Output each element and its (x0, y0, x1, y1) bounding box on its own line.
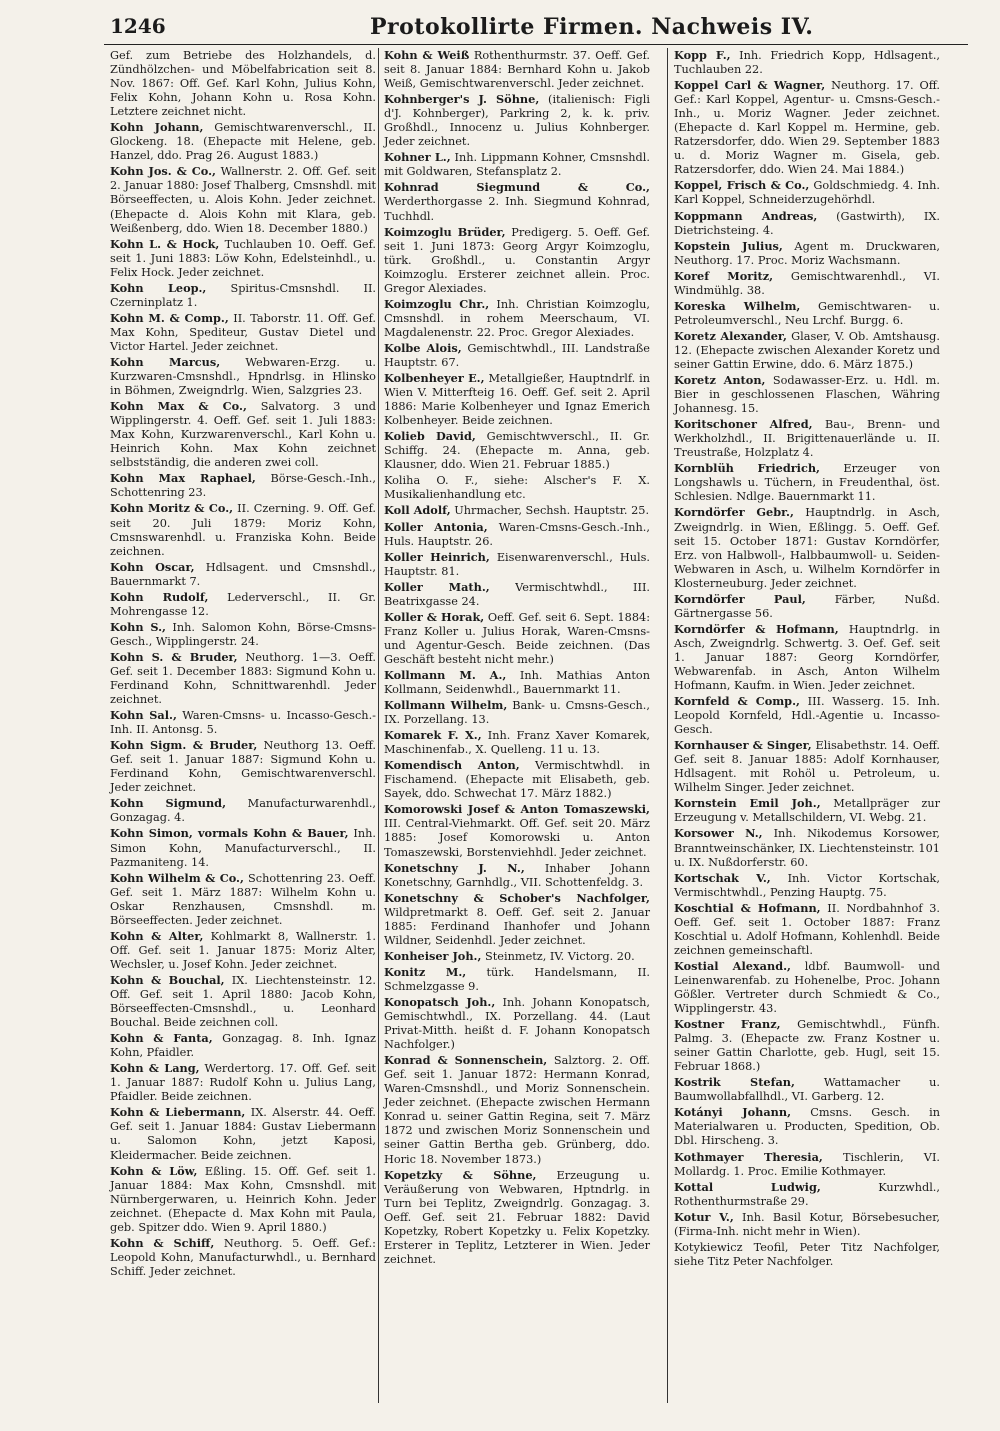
firm-details: Vermischtwhdl., III. Beatrixgasse 24. (384, 580, 651, 608)
firm-name: Koll Adolf, (384, 503, 451, 518)
firm-name: Kohnrad Siegmund & Co., (384, 180, 650, 195)
firm-name: Koppel Carl & Wagner, (674, 78, 826, 93)
firm-details: Erzeugung u. Veräußerung von Webwaren, Hptndrlg. in Turn bei Teplitz, Zweigndrlg. Gonzagag. 3. Oeff. Gef. seit 21. Februar 1882: David Kopetzky, Robert Kopetzky u. Felix Kopetzky. Ersterer in Teplitz, Letzterer in Wien. Jeder zeichnet. (384, 1168, 650, 1266)
firm-entry (110, 1164, 376, 1235)
firm-entry (110, 471, 376, 500)
firm-name: Koppel, Frisch & Co., (674, 178, 810, 193)
firm-name: Koimzoglu Brüder, (384, 224, 506, 239)
firm-entry (110, 311, 376, 354)
firm-details: Webwaren-Erzg. u. Kurzwaren-Cmsnshdl., Hpndrlsg. in Hlinsko in Böhmen, Zweigndrlg. Wien, Salzgries 23. (110, 355, 376, 398)
firm-details: Bank- u. Cmsns-Gesch., IX. Porzellang. 13. (384, 699, 650, 727)
firm-name: Konrad & Sonnenschein, (384, 1053, 548, 1068)
firm-name: Kohn S., (110, 619, 166, 634)
firm-entry (674, 417, 940, 460)
firm-name: Kollmann Wilhelm, (384, 698, 508, 713)
firm-details: Eisenwarenverschl., Huls. Hauptstr. 81. (384, 550, 650, 578)
column-separator (378, 48, 379, 1403)
firm-details: Salvatorg. 3 und Wipplingerstr. 4. Oeff. Gef. seit 1. Juli 1883: Max Kohn, Kurzwarenverschl., Karl Kohn u. Heinrich Kohn. Max Kohn zeichnet selbstständig, die anderen zwei coll. (110, 400, 377, 470)
firm-entry (674, 1075, 940, 1104)
firm-details: Börse-Gesch.-Inh., Schottenring 23. (110, 472, 376, 500)
firm-entry (110, 48, 376, 119)
firm-name: Korndörfer Paul, (674, 591, 806, 606)
firm-name: Kollmann M. A., (384, 667, 507, 682)
firm-details: Metallpräger zur Erzeugung v. Metallschildern, VI. Webg. 21. (674, 797, 940, 825)
firm-details: Gef. zum Betriebe des Holzhandels, d. Zündhölzchen- und Möbelfabrication seit 8. Nov. 1867: Off. Gef. Karl Kohn, Julius Kohn, Felix Kohn, Johann Kohn u. Rosa Kohn. Letztere zeichnet nicht. (110, 49, 376, 119)
firm-name: Kohn Marcus, (110, 354, 221, 369)
firm-entry (674, 269, 940, 298)
firm-details: Erzeuger von Longshawls u. Tüchern, in Freudenthal, öst. Schlesien. Ndlge. Bauernmarkt 11. (674, 462, 940, 504)
firm-entry (674, 592, 940, 621)
firm-name: Kohn M. & Comp., (110, 310, 229, 325)
firm-details: Metallgießer, Hauptndrlf. in Wien V. Mitterfteig 16. Oeff. Gef. seit 2. April 1886: Marie Kolbenheyer und Ignaz Emerich Kolbenheyer. Beide zeichnen. (384, 372, 651, 428)
firm-details: Kohlmarkt 8, Wallnerstr. 1. Off. Gef. seit 1. Januar 1875: Moriz Alter, Wechsler, u. Josef Kohn. Jeder zeichnet. (110, 929, 376, 971)
firm-name: Kohn Sal., (110, 708, 177, 723)
firm-entry (674, 1017, 940, 1074)
firm-entry (384, 610, 650, 667)
firm-name: Kopstein Julius, (674, 238, 783, 253)
firm-entry (384, 1168, 650, 1267)
firm-entry (384, 297, 650, 340)
firm-details: Eßling. 15. Off. Gef. seit 1. Januar 1884: Max Kohn, Cmsnshdl. mit Nürnbergerwaren, u. Heinrich Kohn. Jeder zeichnet. (Ehepacte d. Max Kohn mit Paula, geb. Spitzer ddo. Wien 9. April 1880.) (110, 1164, 377, 1234)
firm-entry (384, 949, 650, 964)
firm-entry (674, 738, 940, 795)
firm-details: Cmsns. Gesch. in Materialwaren u. Producten, Spedition, Ob. Dbl. Hirscheng. 3. (674, 1106, 941, 1148)
firm-details: III. Wasserg. 15. Inh. Leopold Kornfeld, Hdl.-Agentie u. Incasso-Gesch. (674, 695, 940, 737)
firm-name: Koretz Anton, (674, 373, 766, 388)
firm-details: Goldschmiedg. 4. Inh. Karl Koppel, Schneiderzugehörhdl. (674, 179, 940, 207)
firm-name: Kohn Oscar, (110, 559, 195, 574)
firm-entry (674, 1180, 940, 1209)
firm-details: Bau-, Brenn- und Werkholzhdl., II. Brigittenauerlände u. II. Treustraße, Holzplatz 4. (674, 418, 940, 460)
firm-details: Uhrmacher, Sechsh. Hauptstr. 25. (454, 504, 650, 518)
firm-entry (110, 120, 376, 163)
firm-name: Kohn Jos. & Co., (110, 164, 216, 179)
firm-name: Koritschoner Alfred, (674, 417, 813, 432)
firm-entry (384, 473, 650, 502)
firm-details: Werderthorgasse 2. Inh. Siegmund Kohnrad, Tuchhdl. (384, 195, 650, 223)
firm-entry (384, 758, 650, 801)
column-left (110, 48, 376, 1280)
firm-details: Gemischtwhdl., Fünfh. Palmg. 3. (Ehepacte zw. Franz Kostner u. seiner Gattin Charlotte, geb. Hugl, seit 15. Februar 1868.) (674, 1018, 941, 1074)
firm-details: IX. Liechtensteinstr. 12. Off. Gef. seit 1. April 1880: Jacob Kohn, Börseeffecten-Cmsnshdl., u. Leonhard Bouchal. Beide zeichnen coll. (110, 973, 376, 1030)
firm-entry (384, 48, 650, 91)
firm-entry (110, 871, 376, 928)
firm-entry (674, 1150, 940, 1179)
firm-name: Kornblüh Friedrich, (674, 461, 820, 476)
firm-entry (674, 694, 940, 737)
firm-entry (110, 708, 376, 737)
firm-name: Kohn Simon, vormals Kohn & Bauer, (110, 826, 349, 841)
firm-name: Kolbenheyer E., (384, 371, 485, 386)
firm-details: Inhaber Johann Konetschny, Garnhdlg., VII. Schottenfeldg. 3. (384, 861, 650, 889)
firm-name: Konetschny J. N., (384, 860, 525, 875)
page-title: Protokollirte Firmen. Nachweis IV. (370, 14, 814, 40)
firm-entry (384, 668, 650, 697)
firm-details: Kurzwhdl., Rothenthurmstraße 29. (674, 1180, 940, 1208)
firm-entry (674, 505, 940, 590)
firm-details: Neuthorg. 17. Off. Gef.: Karl Koppel, Agentur- u. Cmsns-Gesch.-Inh., u. Moriz Wagner. Jeder zeichnet. (Ehepacte d. Karl Koppel m. Hermine, geb. Ratzersdorfer, ddo. Wien 29. September 1883 u. d. Moriz Wagner m. Gisela, geb. Ratzersdorfer, ddo. Wien 24. Mai 1884.) (674, 79, 941, 177)
firm-name: Koschtial & Hofmann, (674, 900, 821, 915)
firm-entry (384, 503, 650, 518)
firm-name: Kolbe Alois, (384, 340, 462, 355)
firm-details: Gemischtwverschl., II. Gr. Schiffg. 24. (Ehepacte m. Anna, geb. Klausner, ddo. Wien 21. Februar 1885.) (384, 430, 651, 472)
firm-name: Kotányi Johann, (674, 1105, 792, 1120)
firm-details: IX. Alserstr. 44. Oeff. Gef. seit 1. Januar 1884: Gustav Liebermann u. Salomon Kohn, jetzt Kaposi, Kleidermacher. Beide zeichnen. (110, 1106, 376, 1162)
firm-entry (384, 180, 650, 223)
firm-entry (674, 826, 940, 869)
firm-entry (674, 901, 940, 958)
firm-entry (674, 959, 940, 1016)
firm-name: Konheiser Joh., (384, 948, 482, 963)
firm-details: II. Taborstr. 11. Off. Gef. Max Kohn, Spediteur, Gustav Dietel und Victor Hartel. Jeder zeichnet. (110, 311, 376, 353)
firm-details: Lederverschl., II. Gr. Mohrengasse 12. (110, 590, 377, 618)
firm-name: Kohn Rudolf, (110, 589, 209, 604)
firm-details: Inh. Christian Koimzoglu, Cmsnshdl. in rohem Meerschaum, VI. Magdalenenstr. 22. Proc. Gregor Alexiades. (384, 297, 650, 339)
firm-name: Koller Math., (384, 579, 490, 594)
firm-name: Kohn & Bouchal, (110, 972, 225, 987)
firm-name: Kohn Leop., (110, 280, 207, 295)
firm-name: Kohn Moritz & Co., (110, 501, 234, 516)
firm-name: Kohnberger's J. Söhne, (384, 92, 540, 107)
firm-name: Konopatsch Joh., (384, 995, 496, 1009)
firm-entry (674, 622, 940, 693)
firm-details: II. Nordbahnhof 3. Oeff. Gef. seit 1. October 1887: Franz Koschtial u. Adolf Hofmann, Kohlenhdl. Beide zeichnen gemeinschaftl. (674, 901, 941, 957)
firm-name: Kohn Wilhelm & Co., (110, 870, 244, 885)
firm-name: Koller Heinrich, (384, 549, 490, 564)
firm-entry (674, 796, 940, 825)
firm-entry (384, 861, 650, 890)
firm-name: Korndörfer & Hofmann, (674, 621, 839, 636)
firm-name: Koppmann Andreas, (674, 208, 818, 223)
firm-details: Sodawasser-Erz. u. Hdl. m. Bier in geschlossenen Flaschen, Währing Johannesg. 15. (674, 374, 940, 416)
firm-details: (Gastwirth), IX. Dietrichsteing. 4. (674, 209, 941, 237)
firm-details: Inh. Simon Kohn, Manufacturverschl., II. Pazmaniteng. 14. (110, 827, 376, 869)
firm-details: Gemischtwhdl., III. Landstraße Hauptstr. 67. (384, 341, 650, 369)
firm-name: Kohn & Weiß (384, 48, 470, 62)
firm-details: III. Central-Viehmarkt. Off. Gef. seit 20. März 1885: Josef Komorowski u. Anton Tomaszewski, Borstenviehhdl. Jeder zeichnet. (384, 817, 650, 859)
firm-entry (674, 1240, 940, 1269)
firm-name: Komendisch Anton, (384, 758, 520, 773)
firm-name: Kohn Max Raphael, (110, 471, 256, 486)
firm-entry (110, 973, 376, 1030)
firm-name: Kohn & Schiff, (110, 1235, 215, 1250)
firm-name: Korsower N., (674, 826, 763, 841)
firm-details: Rothenthurmstr. 37. Oeff. Gef. seit 8. Januar 1884: Bernhard Kohn u. Jakob Weiß, Gemischtwarenverschl. Jeder zeichnet. (384, 49, 650, 91)
firm-details: Wattamacher u. Baumwollabfallhdl., VI. Garberg. 12. (674, 1076, 941, 1104)
firm-entry (384, 341, 650, 370)
firm-entry (110, 164, 376, 235)
header-rule (104, 44, 968, 45)
page-number: 1246 (110, 14, 166, 38)
firm-name: Kornhauser & Singer, (674, 738, 812, 753)
firm-details: Inh. Franz Xaver Komarek, Maschinenfab., X. Quelleng. 11 u. 13. (384, 729, 650, 757)
firm-entry (110, 1105, 376, 1162)
firm-name: Kohn & Alter, (110, 928, 204, 943)
firm-details: Elisabethstr. 14. Oeff. Gef. seit 8. Januar 1885: Adolf Kornhauser, Hdlsagent. mit Rohöl u. Petroleum, u. Wilhelm Singer. Jeder zeichnet. (674, 739, 940, 795)
firm-entry (384, 965, 650, 994)
firm-name: Kostrik Stefan, (674, 1075, 795, 1090)
firm-name: Kohn S. & Bruder, (110, 649, 238, 664)
firm-entry (110, 650, 376, 707)
firm-entry (384, 802, 650, 859)
firm-entry (674, 871, 940, 900)
firm-entry (110, 560, 376, 589)
firm-name: Kohn Max & Co., (110, 399, 247, 414)
firm-details: Inh. Friedrich Kopp, Hdlsagent., Tuchlauben 22. (674, 49, 940, 77)
column-right (674, 48, 940, 1270)
firm-entry (110, 501, 376, 558)
firm-details: Wildpretmarkt 8. Oeff. Gef. seit 2. Januar 1885: Ferdinand Ihanhofer und Johann Wildner, Seidenhdl. Jeder zeichnet. (384, 905, 650, 947)
firm-details: türk. Handelsmann, II. Schmelzgasse 9. (384, 965, 650, 993)
firm-details: Färber, Nußd. Gärtnergasse 56. (674, 592, 940, 620)
firm-entry (384, 891, 650, 948)
firm-entry (110, 929, 376, 972)
firm-entry (674, 1105, 940, 1148)
firm-name: Konitz M., (384, 964, 467, 979)
firm-name: Kotur V., (674, 1209, 734, 1224)
firm-details: Manufacturwarenhdl., Gonzagag. 4. (110, 797, 377, 825)
firm-name: Koller Antonia, (384, 519, 488, 534)
firm-name: Kohn & Liebermann, (110, 1105, 246, 1120)
firm-details: (italienisch: Figli d'J. Kohnberger), Parkring 2, k. k. priv. Großhdl., Innocenz u. Julius Kohnberger. Jeder zeichnet. (384, 93, 650, 149)
firm-name: Kohn & Lang, (110, 1061, 200, 1076)
firm-name: Komorowski Josef & Anton Tomaszewski, (384, 802, 650, 817)
firm-entry (384, 995, 650, 1052)
firm-entry (384, 371, 650, 428)
firm-entry (674, 1210, 940, 1239)
firm-details: ldbf. Baumwoll- und Leinenwarenfab. zu Hohenelbe, Proc. Johann Gößler. Vertreter durch Schmiedt & Co., Wipplingerstr. 43. (674, 959, 941, 1016)
firm-name: Kohn & Löw, (110, 1163, 198, 1178)
firm-name: Komarek F. X., (384, 728, 482, 743)
firm-details: Tuchlauben 10. Oeff. Gef. seit 1. Juni 1883: Löw Kohn, Edelsteinhdl., u. Felix Hock. Jeder zeichnet. (110, 237, 376, 279)
firm-entry (384, 698, 650, 727)
firm-entry (110, 738, 376, 795)
firm-details: Inh. Basil Kotur, Börsebesucher, (Firma-Inh. nicht mehr in Wien). (674, 1210, 940, 1238)
firm-entry (674, 209, 940, 238)
firm-details: Schottenring 23. Oeff. Gef. seit 1. März 1887: Wilhelm Kohn u. Oskar Renzhausen, Cmsnshdl. m. Börseeffecten. Jeder zeichnet. (110, 871, 377, 927)
firm-entry (674, 178, 940, 207)
firm-entry (110, 1061, 376, 1104)
firm-entry (384, 550, 650, 579)
firm-name: Kohn Sigm. & Bruder, (110, 738, 258, 753)
firm-entry (674, 48, 940, 77)
firm-details: Neuthorg. 5. Oeff. Gef.: Leopold Kohn, Manufacturwhdl., u. Bernhard Schiff. Jeder zeichnet. (110, 1236, 376, 1278)
firm-name: Kothmayer Theresia, (674, 1149, 823, 1164)
firm-name: Kornstein Emil Joh., (674, 796, 821, 811)
firm-details: Gemischtwarenhdl., VI. Windmühlg. 38. (674, 269, 940, 297)
firm-entry (384, 728, 650, 757)
firm-entry (110, 1236, 376, 1279)
firm-name: Kohn & Fanta, (110, 1031, 213, 1046)
firm-entry (384, 580, 650, 609)
firm-name: Kostial Alexand., (674, 958, 791, 973)
firm-details: Vermischtwhdl. in Fischamend. (Ehepacte mit Elisabeth, geb. Sayek, ddo. Schwechat 17. März 1882.) (384, 759, 650, 801)
firm-details: Inh. Victor Kortschak, Vermischtwhdl., Penzing Hauptg. 75. (674, 871, 940, 899)
firm-name: Kohn L. & Hock, (110, 236, 220, 251)
firm-details: Hdlsagent. und Cmsnshdl., Bauernmarkt 7. (110, 560, 377, 588)
firm-name: Kortschak V., (674, 870, 771, 885)
firm-entry (110, 1031, 376, 1060)
firm-details: Hauptndrlg. in Asch, Zweigndrlg. Schwertg. 3. Oef. Gef. seit 1. Januar 1887: Georg Korndörfer, Webwarenfab. in Asch, Anton Wilhelm Hofmann, Kaufm. in Wien. Jeder zeichnet. (674, 622, 941, 693)
firm-details: Glaser, V. Ob. Amtshausg. 12. (Ehepacte zwischen Alexander Koretz und seiner Gattin Erwine, ddo. 6. März 1875.) (674, 329, 940, 371)
firm-entry (384, 150, 650, 179)
column-middle (384, 48, 650, 1268)
firm-entry (674, 461, 940, 504)
firm-name: Koreska Wilhelm, (674, 298, 801, 313)
firm-entry (110, 826, 376, 869)
firm-details: Gonzagag. 8. Inh. Ignaz Kohn, Pfaidler. (110, 1032, 376, 1060)
firm-details: Neuthorg. 1—3. Oeff. Gef. seit 1. December 1883: Sigmund Kohn u. Ferdinand Kohn, Schnittwarenhdl. Jeder zeichnet. (110, 650, 376, 707)
firm-details: Gemischtwarenverschl., II. Glockeng. 18. (Ehepacte mit Helene, geb. Hanzel, ddo. Prag 26. August 1883.) (110, 121, 376, 163)
firm-details: Inh. Salomon Kohn, Börse-Cmsns-Gesch., Wipplingerstr. 24. (110, 620, 377, 648)
firm-name: Kostner Franz, (674, 1017, 781, 1032)
firm-name: Kottal Ludwig, (674, 1179, 821, 1194)
firm-details: Hauptndrlg. in Asch, Zweigndrlg. in Wien, Eßlingg. 5. Oeff. Gef. seit 15. October 1871: Gustav Korndörfer, Erz. von Halbwoll-, Halbbaumwoll- u. Seiden-Webwaren in Asch, u. Wilhelm Korndörfer in Klosterneuburg. Jeder zeichnet. (674, 506, 941, 590)
firm-details: Agent m. Druckwaren, Neuthorg. 17. Proc. Moriz Wachsmann. (674, 239, 941, 267)
firm-name: Kopp F., (674, 48, 731, 62)
firm-details: Inh. Lippmann Kohner, Cmsnshdl. mit Goldwaren, Stefansplatz 2. (384, 151, 650, 179)
firm-name: Kohn Johann, (110, 120, 204, 135)
firm-details: Neuthorg 13. Oeff. Gef. seit 1. Januar 1887: Sigmund Kohn u. Ferdinand Kohn, Gemischtwarenverschl. Jeder zeichnet. (110, 739, 376, 795)
firm-details: Kotykiewicz Teofil, Peter Titz Nachfolger, siehe Titz Peter Nachfolger. (674, 1240, 940, 1268)
firm-entry (674, 239, 940, 268)
firm-entry (384, 92, 650, 149)
firm-name: Koimzoglu Chr., (384, 296, 490, 311)
firm-details: Koliha O. F., siehe: Alscher's F. X. Musikalienhandlung etc. (384, 474, 650, 502)
firm-details: Waren-Cmsns-Gesch.-Inh., Huls. Hauptstr. 26. (384, 520, 650, 548)
firm-details: Wallnerstr. 2. Off. Gef. seit 2. Januar 1880: Josef Thalberg, Cmsnshdl. mit Börseeffecten, u. Alois Kohn. Jeder zeichnet. (Ehepacte d. Alois Kohn mit Klara, geb. Weißenberg, ddo. Wien 18. December 1880.) (110, 165, 376, 235)
firm-details: II. Czerning. 9. Off. Gef. seit 20. Juli 1879: Moriz Kohn, Cmsnswarenhdl. u. Franziska Kohn. Beide zeichnen. (110, 502, 376, 558)
firm-entry (674, 299, 940, 328)
firm-entry (110, 281, 376, 310)
firm-entry (110, 620, 376, 649)
firm-details: Steinmetz, IV. Victorg. 20. (485, 949, 635, 963)
firm-entry (384, 1053, 650, 1166)
column-separator (667, 48, 668, 1403)
firm-details: Werdertorg. 17. Off. Gef. seit 1. Januar 1887: Rudolf Kohn u. Julius Lang, Pfaidler. Beide zeichnen. (110, 1062, 376, 1104)
firm-entry (110, 237, 376, 280)
firm-details: Oeff. Gef. seit 6. Sept. 1884: Franz Koller u. Julius Horak, Waren-Cmsns- und Agentur-Gesch. Beide zeichnen. (Das Geschäft besteht nicht mehr.) (384, 610, 651, 666)
firm-name: Konetschny & Schober's Nachfolger, (384, 890, 650, 905)
firm-details: Waren-Cmsns- u. Incasso-Gesch.-Inh. II. Antonsg. 5. (110, 709, 376, 737)
firm-name: Koller & Horak, (384, 609, 485, 624)
firm-entry (110, 796, 376, 825)
firm-details: Inh. Mathias Anton Kollmann, Seidenwhdl., Bauernmarkt 11. (384, 668, 650, 697)
firm-entry (384, 225, 650, 296)
firm-name: Korndörfer Gebr., (674, 505, 794, 520)
firm-name: Koretz Alexander, (674, 328, 787, 343)
firm-entry (110, 355, 376, 398)
firm-name: Kopetzky & Söhne, (384, 1167, 537, 1182)
firm-entry (110, 399, 376, 470)
firm-entry (110, 590, 376, 619)
firm-entry (674, 373, 940, 416)
firm-details: Gemischtwaren- u. Petroleumverschl., Neu Lrchf. Burgg. 6. (674, 299, 940, 327)
firm-name: Kolieb David, (384, 429, 476, 444)
firm-name: Kohn Sigmund, (110, 796, 227, 811)
firm-details: Inh. Johann Konopatsch, Gemischtwhdl., IX. Porzellang. 44. (Laut Privat-Mitth. heißt d. F. Johann Konopatsch Nachfolger.) (384, 996, 650, 1052)
firm-entry (674, 329, 940, 372)
firm-entry (384, 429, 650, 472)
firm-entry (384, 520, 650, 549)
firm-details: Spiritus-Cmsnshdl. II. Czerninplatz 1. (110, 281, 376, 309)
firm-details: Tischlerin, VI. Mollardg. 1. Proc. Emilie Kothmayer. (674, 1150, 941, 1178)
firm-details: Predigerg. 5. Oeff. Gef. seit 1. Juni 1873: Georg Argyr Koimzoglu, türk. Großhdl., u. Constantin Argyr Koimzoglu. Ersterer zeichnet allein. Proc. Gregor Alexiades. (384, 225, 651, 295)
firm-name: Koref Moritz, (674, 268, 774, 283)
firm-details: Salztorg. 2. Off. Gef. seit 1. Januar 1872: Hermann Konrad, Waren-Cmsnshdl., und Moriz Sonnenschein. Jeder zeichnet. (Ehepacte zwischen Hermann Konrad u. seiner Gattin Regina, seit 7. März 1872 und zwischen Moriz Sonnenschein und seiner Gattin Bertha geb. Grünberg, ddo. Horic 18. November 1873.) (384, 1054, 650, 1166)
firm-name: Kohner L., (384, 150, 451, 165)
firm-name: Kornfeld & Comp., (674, 694, 800, 709)
firm-details: Inh. Nikodemus Korsower, Branntweinschänker, IX. Liechtensteinstr. 101 u. IX. Nußdorferstr. 60. (674, 827, 940, 869)
firm-entry (674, 78, 940, 177)
